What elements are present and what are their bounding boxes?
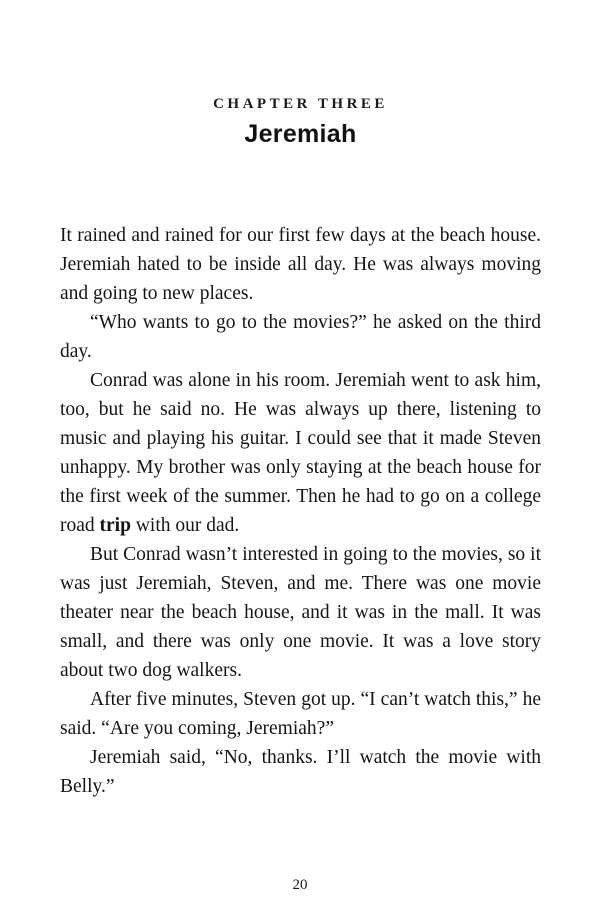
paragraph-text: After five minutes, Steven got up. “I can’t watch this,” he said. “Are you coming, Jeremiah?” bbox=[60, 689, 541, 739]
body-paragraphs bbox=[60, 221, 541, 801]
paragraph-text: Conrad was alone in his room. Jeremiah went to ask him, too, but he said no. He was always up there, listening to music and playing his guitar. I could see that it made Steven unhappy. My brother was only staying at the beach house for the first week of the summer. Then he had to go on a college road bbox=[60, 370, 541, 536]
paragraph bbox=[60, 685, 541, 743]
paragraph bbox=[60, 221, 541, 308]
paragraph-text: But Conrad wasn’t interested in going to the movies, so it was just Jeremiah, Steven, and me. There was one movie theater near the beach house, and it was in the mall. It was small, and there was only one movie. It was a love story about two dog walkers. bbox=[60, 544, 541, 681]
paragraph-text: “Who wants to go to the movies?” he asked on the third day. bbox=[60, 312, 541, 362]
paragraph bbox=[60, 743, 541, 801]
chapter-header bbox=[60, 96, 541, 149]
paragraph-text: Jeremiah said, “No, thanks. I’ll watch the movie with Belly.” bbox=[60, 747, 541, 797]
paragraph bbox=[60, 308, 541, 366]
paragraph-text-bold: trip bbox=[99, 515, 131, 536]
paragraph bbox=[60, 366, 541, 540]
paragraph-text: with our dad. bbox=[130, 515, 240, 536]
chapter-label: CHAPTER THREE bbox=[213, 96, 388, 112]
paragraph bbox=[60, 540, 541, 685]
page-number: 20 bbox=[292, 877, 308, 893]
page-footer bbox=[0, 876, 600, 894]
paragraph-text: It rained and rained for our first few days at the beach house. Jeremiah hated to be inside all day. He was always moving and going to new places. bbox=[60, 225, 541, 304]
chapter-title: Jeremiah bbox=[244, 120, 357, 148]
